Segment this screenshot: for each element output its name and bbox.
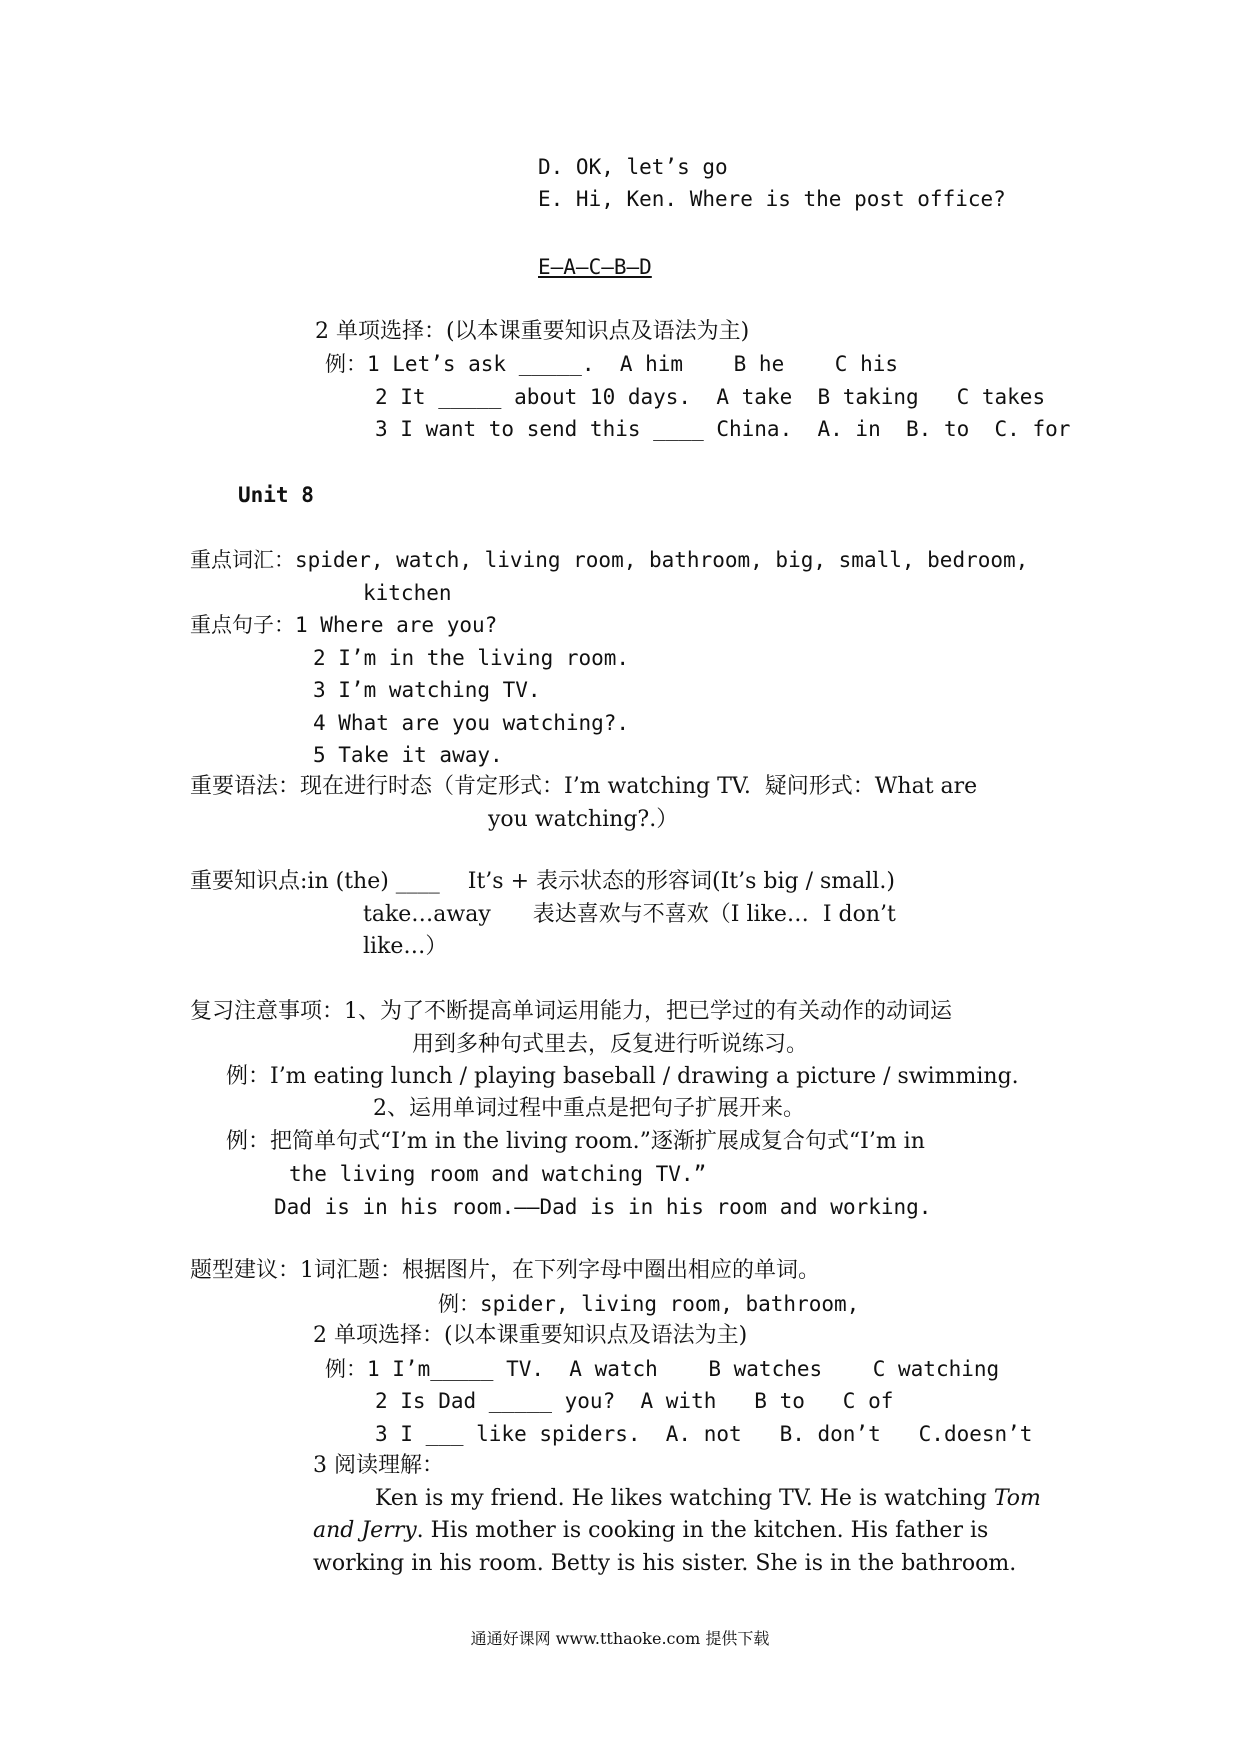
review-line-1: 复习注意事项：1、为了不断提高单词运用能力，把已学过的有关动作的动词运 [190,999,952,1024]
review-line-3: 2、运用单词过程中重点是把句子扩展开来。 [373,1096,805,1121]
sentence-4: 4 What are you watching?. [313,711,630,735]
vocab-line-2: kitchen [363,581,452,605]
knowledge-line-2: take…away 表达喜欢与不喜欢（I like… I don’t [363,902,896,927]
vocab-line-1: 重点词汇：spider, watch, living room, bathroom, big, small, bedroom, [190,548,1029,572]
reading-line-2 [313,1516,988,1546]
review-example-2: 例：把简单句式“I’m in the living room.”逐渐扩展成复合句式“I’m in [226,1129,925,1154]
grammar-line-1: 重要语法：现在进行时态（肯定形式：I’m watching TV. 疑问形式：What are [190,774,978,799]
prev-choice-q1: 例：1 Let’s ask _____. A him B he C his [325,352,899,376]
types-line-1: 题型建议：1词汇题：根据图片，在下列字母中圈出相应的单词。 [190,1258,820,1283]
page-footer: 通通好课网 www.tthaoke.com 提供下载 [470,1629,770,1648]
prev-choice-q2: 2 It _____ about 10 days. A take B taking C takes [375,385,1046,409]
review-example-1: 例：I’m eating lunch / playing baseball / drawing a picture / swimming. [226,1064,1019,1089]
reading-line-1 [375,1484,1041,1514]
sentence-3: 3 I’m watching TV. [313,678,541,702]
review-example-3: Dad is in his room.——Dad is in his room and working. [274,1195,932,1219]
review-line-2: 用到多种句式里去，反复进行听说练习。 [412,1032,809,1057]
sentence-1: 重点句子：1 Where are you? [190,613,498,637]
sentence-5: 5 Take it away. [313,743,503,767]
prev-choice-heading: 2 单项选择：(以本课重要知识点及语法为主) [315,319,750,344]
reading-title-italic: and Jerry [313,1518,417,1543]
review-example-2-cont: the living room and watching TV.” [289,1162,707,1186]
sentence-2: 2 I’m in the living room. [313,646,630,670]
reading-heading: 3 阅读理解： [313,1453,444,1478]
reading-text: Ken is my friend. He likes watching TV. He is watching [375,1486,994,1511]
grammar-line-2: you watching?.） [488,807,679,832]
dialogue-answer: E—A—C—B—D [538,255,652,279]
unit-title: Unit 8 [238,483,314,507]
knowledge-line-3: like…） [363,934,448,959]
types-choice-q3: 3 I ___ like spiders. A. not B. don’t C.doesn’t [375,1422,1033,1446]
reading-title-italic: Tom [993,1486,1041,1511]
types-choice-q2: 2 Is Dad _____ you? A with B to C of [375,1389,894,1413]
prev-choice-q3: 3 I want to send this ____ China. A. in B. to C. for [375,417,1071,441]
reading-line-3: working in his room. Betty is his sister. She is in the bathroom. [313,1551,1017,1576]
dialogue-option-d: D. OK, let’s go [538,155,728,179]
types-choice-q1: 例：1 I’m_____ TV. A watch B watches C watching [325,1357,1000,1381]
dialogue-option-e: E. Hi, Ken. Where is the post office? [538,187,1006,211]
reading-text: . His mother is cooking in the kitchen. His father is [416,1518,989,1543]
types-choice-heading: 2 单项选择：(以本课重要知识点及语法为主) [313,1323,748,1348]
knowledge-line-1: 重要知识点:in (the) ____ It’s + 表示状态的形容词(It’s big / small.) [190,869,895,894]
types-example: 例：spider, living room, bathroom, [438,1292,860,1316]
